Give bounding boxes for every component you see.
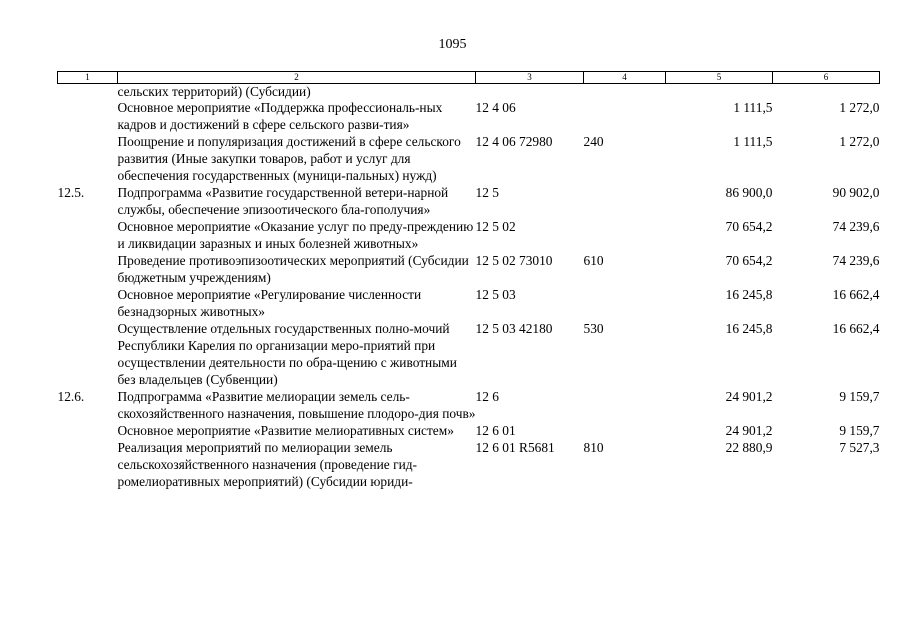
table-row	[58, 133, 880, 184]
table-row	[58, 218, 880, 252]
row-name: Реализация мероприятий по мелиорации земель сельскохозяйственного назначения (проведение гид-ромелиоративных мероприятий) (Субсидии юриди-	[117, 440, 418, 489]
table-row	[58, 439, 880, 490]
amount-col5	[666, 84, 773, 100]
expense-type	[584, 422, 666, 439]
row-name: Поощрение и популяризация достижений в сфере сельского развития (Иные закупки товаров, работ и услуг для обеспечения государственных (муници-пальных) нужд)	[117, 134, 461, 183]
table-row	[58, 252, 880, 286]
row-name: Основное мероприятие «Развитие мелиоративных систем»	[117, 423, 454, 438]
row-name: Основное мероприятие «Поддержка профессиональ-ных кадров и достижений в сфере сельского разви-тия»	[117, 100, 443, 132]
row-name: Осуществление отдельных государственных полно-мочий Республики Карелия по организации меро-приятий при осуществлении деятельности по обра-щению с животными без владельцев (Субвенции)	[117, 321, 457, 387]
expense-type: 240	[583, 134, 604, 149]
amount-col5: 1 111,5	[733, 134, 773, 149]
budget-code: 12 6	[475, 389, 499, 404]
column-header-3: 3	[476, 72, 584, 84]
amount-col6: 9 159,7	[839, 423, 880, 438]
row-name: сельских территорий) (Субсидии)	[117, 84, 311, 99]
budget-code: 12 5 02 73010	[475, 253, 553, 268]
column-header-1: 1	[58, 72, 118, 84]
table-body	[58, 84, 880, 491]
budget-code: 12 4 06 72980	[475, 134, 553, 149]
row-name: Основное мероприятие «Регулирование численности безнадзорных животных»	[117, 287, 422, 319]
table-row	[58, 84, 880, 100]
row-name: Проведение противоэпизоотических мероприятий (Субсидии бюджетным учреждениям)	[117, 253, 469, 285]
amount-col5: 70 654,2	[725, 253, 773, 268]
budget-code: 12 6 01 R5681	[475, 440, 555, 455]
amount-col6: 16 662,4	[832, 287, 880, 302]
row-number	[58, 422, 118, 439]
amount-col5: 1 111,5	[733, 100, 773, 115]
column-header-2: 2	[118, 72, 476, 84]
row-number	[58, 320, 118, 388]
expense-type	[584, 99, 666, 133]
budget-code: 12 5 02	[475, 219, 516, 234]
amount-col6: 1 272,0	[839, 134, 880, 149]
budget-code: 12 6 01	[475, 423, 516, 438]
expense-type: 810	[583, 440, 604, 455]
row-number	[58, 286, 118, 320]
amount-col6: 90 902,0	[832, 185, 880, 200]
amount-col6: 74 239,6	[832, 253, 880, 268]
expense-type: 610	[583, 253, 604, 268]
table-row	[58, 184, 880, 218]
table-row	[58, 99, 880, 133]
budget-code: 12 5	[475, 185, 499, 200]
row-number	[58, 99, 118, 133]
table-row	[58, 388, 880, 422]
table-row	[58, 286, 880, 320]
row-name: Подпрограмма «Развитие мелиорации земель сель-скохозяйственного назначения, повышение плодоро-дия почв»	[117, 389, 476, 421]
column-header-5: 5	[666, 72, 773, 84]
row-number	[58, 84, 118, 100]
amount-col6	[773, 84, 880, 100]
budget-code	[476, 84, 584, 100]
expense-type	[584, 184, 666, 218]
amount-col5: 22 880,9	[725, 440, 773, 455]
expense-type: 530	[583, 321, 604, 336]
budget-code: 12 5 03	[475, 287, 516, 302]
amount-col6: 74 239,6	[832, 219, 880, 234]
amount-col5: 24 901,2	[725, 423, 773, 438]
page-number: 1095	[438, 37, 467, 52]
amount-col6: 9 159,7	[839, 389, 880, 404]
amount-col5: 86 900,0	[725, 185, 773, 200]
row-number: 12.6.	[57, 389, 85, 404]
row-number	[58, 218, 118, 252]
row-name: Подпрограмма «Развитие государственной ветери-нарной службы, обеспечение эпизоотического бла-гополучия»	[117, 185, 449, 217]
expense-type	[584, 218, 666, 252]
row-number	[58, 133, 118, 184]
expense-type	[584, 286, 666, 320]
amount-col6: 1 272,0	[839, 100, 880, 115]
row-number	[58, 439, 118, 490]
budget-code: 12 5 03 42180	[475, 321, 553, 336]
column-header-6: 6	[773, 72, 880, 84]
amount-col5: 70 654,2	[725, 219, 773, 234]
expense-type	[584, 84, 666, 100]
budget-code: 12 4 06	[475, 100, 516, 115]
row-number: 12.5.	[57, 185, 85, 200]
amount-col6: 7 527,3	[839, 440, 880, 455]
table-row	[58, 422, 880, 439]
row-name: Основное мероприятие «Оказание услуг по преду-преждению и ликвидации заразных и иных болезней животных»	[117, 219, 474, 251]
amount-col5: 16 245,8	[725, 321, 773, 336]
budget-table	[57, 71, 880, 490]
row-number	[58, 252, 118, 286]
amount-col5: 24 901,2	[725, 389, 773, 404]
table-row	[58, 320, 880, 388]
column-number-header	[58, 72, 880, 84]
amount-col6: 16 662,4	[832, 321, 880, 336]
amount-col5: 16 245,8	[725, 287, 773, 302]
column-header-4: 4	[584, 72, 666, 84]
expense-type	[584, 388, 666, 422]
